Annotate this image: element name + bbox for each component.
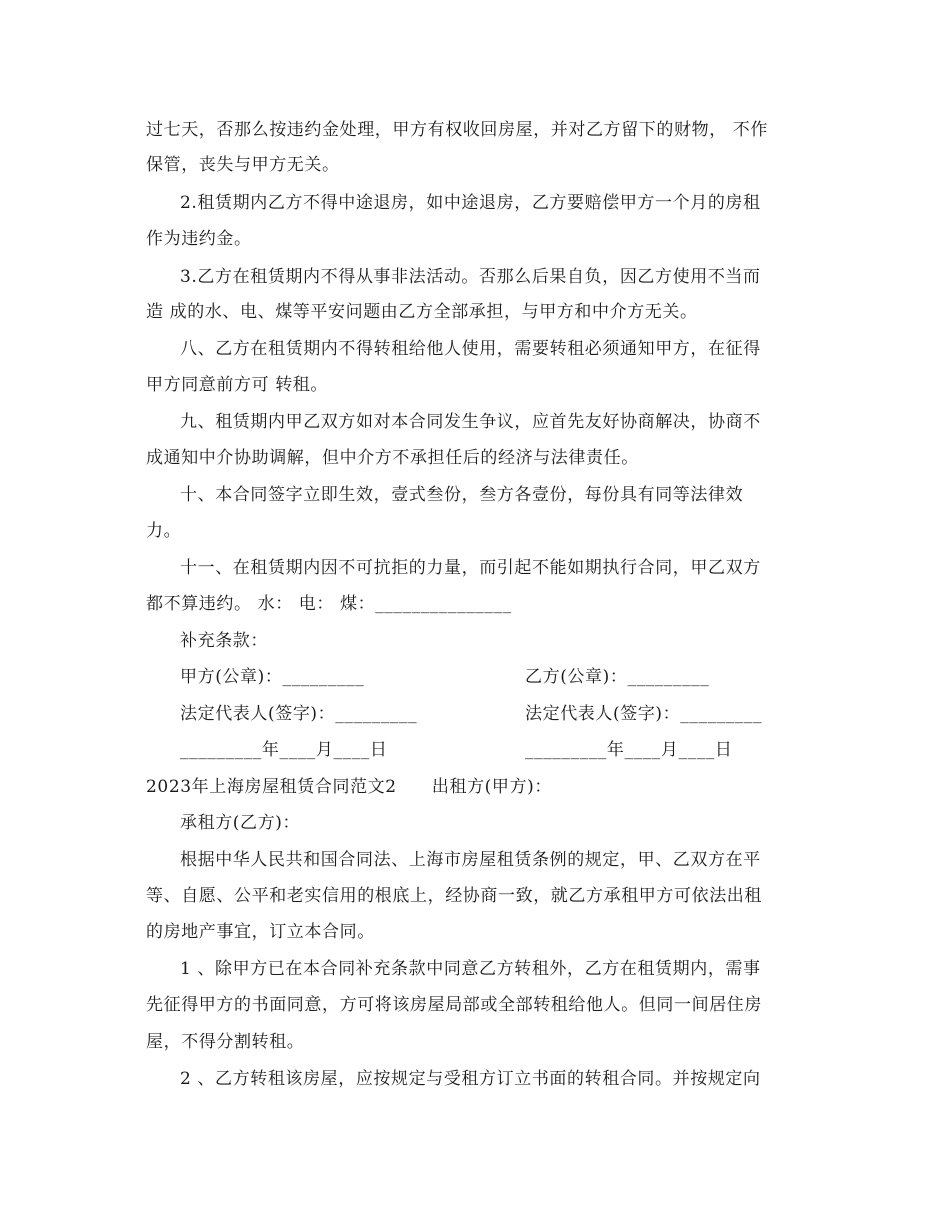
party-a-date-field: _________年____月____日	[180, 740, 388, 760]
party-b-date-field: _________年____月____日	[525, 740, 733, 760]
paragraph-line: 造 成的水、电、煤等平安问题由乙方全部承担，与甲方和中介方无关。	[146, 302, 698, 322]
paragraph-line: 屋，不得分割转租。	[146, 1032, 305, 1052]
paragraph-line: 成通知中介协助调解，但中介方不承担任后的经济与法律责任。	[146, 448, 639, 468]
paragraph-line: 甲方同意前方可 转租。	[146, 375, 329, 395]
clause-10-line: 十、本合同签字立即生效，壹式叁份，叁方各壹份，每份具有同等法律效	[180, 485, 744, 505]
clause-8-line: 八、乙方在租赁期内不得转租给他人使用，需要转租必须通知甲方，在征得	[180, 339, 761, 359]
utilities-line: 都不算违约。 水： 电： 煤：_______________	[146, 594, 512, 614]
paragraph-line: 作为违约金。	[146, 229, 252, 249]
paragraph-line: 先征得甲方的书面同意，方可将该房屋局部或全部转租给他人。但同一间居住房	[146, 995, 762, 1015]
party-a-seal-field: 甲方(公章)：_________	[180, 667, 365, 687]
clause-2-line: 2.租赁期内乙方不得中途退房，如中途退房，乙方要赔偿甲方一个月的房租	[180, 193, 761, 213]
party-b-seal-field: 乙方(公章)：_________	[525, 667, 710, 687]
paragraph-line: 等、自愿、公平和老实信用的根底上，经协商一致，就乙方承租甲方可依法出租	[146, 886, 762, 906]
paragraph-line: 的房地产事宜，订立本合同。	[146, 922, 375, 942]
party-b-representative-field: 法定代表人(签字)：_________	[525, 704, 763, 724]
sublet-clause-1-line: 1 、除甲方已在本合同补充条款中同意乙方转租外，乙方在租赁期内，需事	[180, 959, 761, 979]
contract-title-line: 2023年上海房屋租赁合同范文2 出租方(甲方)：	[146, 777, 552, 797]
paragraph-line: 力。	[146, 521, 182, 541]
party-a-representative-field: 法定代表人(签字)：_________	[180, 704, 418, 724]
preamble-line: 根据中华人民共和国合同法、上海市房屋租赁条例的规定，甲、乙双方在平	[180, 850, 761, 870]
paragraph-line: 保管，丧失与甲方无关。	[146, 155, 340, 175]
clause-3-line: 3.乙方在租赁期内不得从事非法活动。否那么后果自负，因乙方使用不当而	[180, 267, 761, 287]
lessee-label: 承租方(乙方)：	[180, 813, 301, 833]
paragraph-line: 过七天，否那么按违约金处理，甲方有权收回房屋，并对乙方留下的财物， 不作	[146, 120, 769, 140]
clause-9-line: 九、租赁期内甲乙双方如对本合同发生争议，应首先友好协商解决，协商不	[180, 412, 761, 432]
sublet-clause-2-line: 2 、乙方转租该房屋，应按规定与受租方订立书面的转租合同。并按规定向	[180, 1069, 761, 1089]
supplementary-terms-label: 补充条款：	[180, 631, 268, 651]
clause-11-line: 十一、在租赁期内因不可抗拒的力量，而引起不能如期执行合同，甲乙双方	[180, 558, 761, 578]
